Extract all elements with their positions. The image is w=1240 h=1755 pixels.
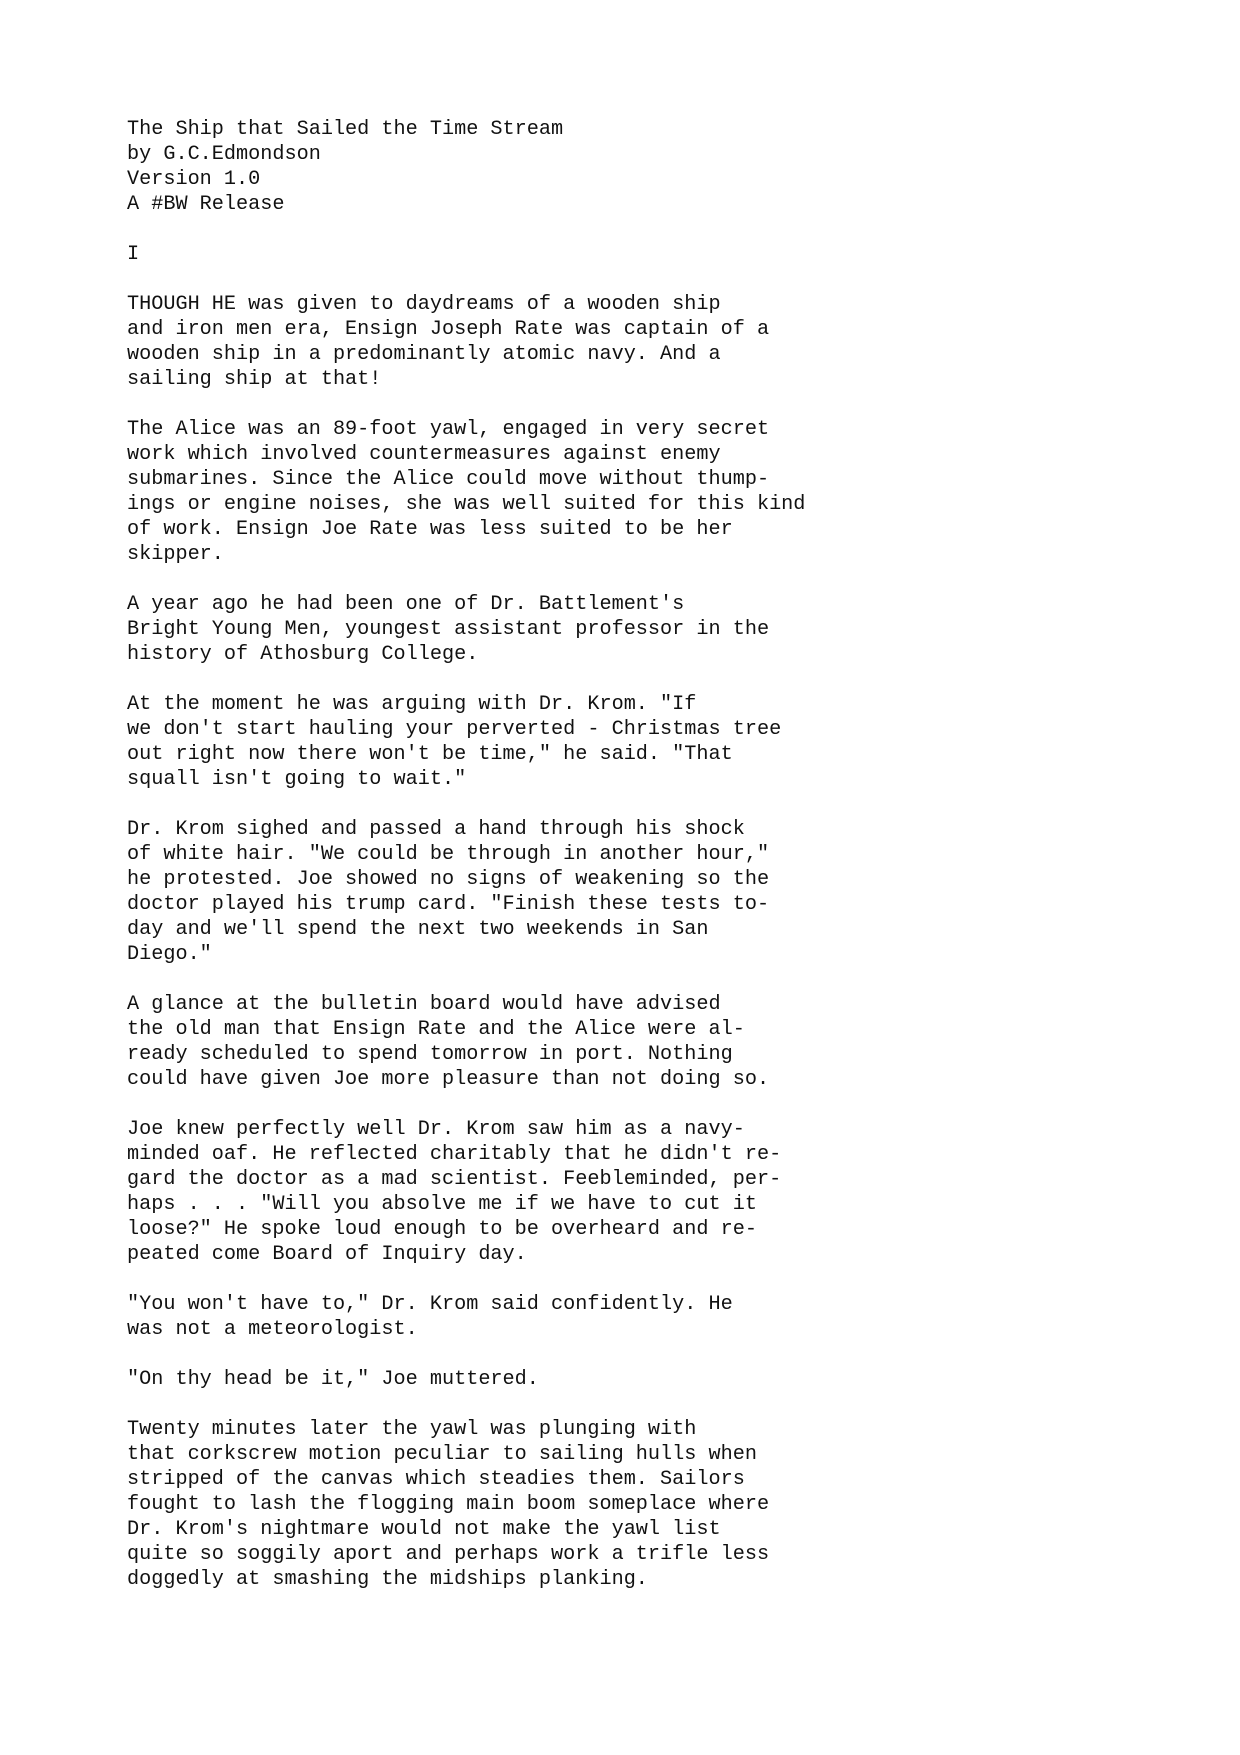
text-line: "On thy head be it," Joe muttered. (127, 1368, 539, 1391)
text-line: history of Athosburg College. (127, 643, 479, 666)
text-line: A glance at the bulletin board would have advised (127, 993, 721, 1016)
paragraph-6 (127, 992, 1127, 1092)
paragraph-9 (127, 1367, 1127, 1392)
text-line: squall isn't going to wait." (127, 768, 467, 791)
text-line: quite so soggily aport and perhaps work a trifle less (127, 1543, 770, 1566)
text-line: peated come Board of Inquiry day. (127, 1243, 527, 1266)
text-line: stripped of the canvas which steadies them. Sailors (127, 1468, 745, 1491)
document-body (127, 117, 1127, 1617)
document-header (127, 117, 1127, 217)
text-line: fought to lash the flogging main boom someplace where (127, 1493, 770, 1516)
text-line: doctor played his trump card. "Finish these tests to- (127, 893, 770, 916)
text-line: haps . . . "Will you absolve me if we have to cut it (127, 1193, 757, 1216)
text-line: A year ago he had been one of Dr. Battlement's (127, 593, 685, 616)
text-line: he protested. Joe showed no signs of weakening so the (127, 868, 770, 891)
text-line: submarines. Since the Alice could move without thump- (127, 468, 770, 491)
text-line: ready scheduled to spend tomorrow in port. Nothing (127, 1043, 733, 1066)
text-line: and iron men era, Ensign Joseph Rate was captain of a (127, 318, 770, 341)
text-line: Dr. Krom sighed and passed a hand through his shock (127, 818, 745, 841)
text-line: out right now there won't be time," he said. "That (127, 743, 733, 766)
text-line: ings or engine noises, she was well suited for this kind (127, 493, 806, 516)
text-line: day and we'll spend the next two weekends in San (127, 918, 709, 941)
text-line: Twenty minutes later the yawl was plunging with (127, 1418, 697, 1441)
paragraph-4 (127, 692, 1127, 792)
text-line: loose?" He spoke loud enough to be overheard and re- (127, 1218, 757, 1241)
text-line: we don't start hauling your perverted - Christmas tree (127, 718, 782, 741)
text-line: doggedly at smashing the midships planking. (127, 1568, 648, 1591)
text-line: The Alice was an 89-foot yawl, engaged in very secret (127, 418, 770, 441)
text-line: Joe knew perfectly well Dr. Krom saw him as a navy- (127, 1118, 745, 1141)
chapter-number: I (127, 243, 140, 266)
text-line: the old man that Ensign Rate and the Alice were al- (127, 1018, 745, 1041)
text-line: minded oaf. He reflected charitably that he didn't re- (127, 1143, 782, 1166)
text-line: At the moment he was arguing with Dr. Krom. "If (127, 693, 697, 716)
document-release: A #BW Release (127, 193, 285, 216)
text-line: of work. Ensign Joe Rate was less suited to be her (127, 518, 733, 541)
text-line: work which involved countermeasures against enemy (127, 443, 721, 466)
text-line: that corkscrew motion peculiar to sailing hulls when (127, 1443, 757, 1466)
document-title: The Ship that Sailed the Time Stream (127, 118, 564, 141)
text-line: "You won't have to," Dr. Krom said confidently. He (127, 1293, 733, 1316)
paragraph-1 (127, 292, 1127, 392)
document-version: Version 1.0 (127, 168, 261, 191)
paragraph-7 (127, 1117, 1127, 1267)
text-line: could have given Joe more pleasure than not doing so. (127, 1068, 770, 1091)
text-line: sailing ship at that! (127, 368, 382, 391)
text-line: THOUGH HE was given to daydreams of a wooden ship (127, 293, 721, 316)
paragraph-2 (127, 417, 1127, 567)
paragraph-10 (127, 1417, 1127, 1592)
paragraph-8 (127, 1292, 1127, 1342)
text-line: wooden ship in a predominantly atomic navy. And a (127, 343, 721, 366)
text-line: gard the doctor as a mad scientist. Feebleminded, per- (127, 1168, 782, 1191)
text-line: Bright Young Men, youngest assistant professor in the (127, 618, 770, 641)
text-line: was not a meteorologist. (127, 1318, 418, 1341)
text-line: Diego." (127, 943, 212, 966)
paragraph-5 (127, 817, 1127, 967)
chapter-heading (127, 242, 1127, 267)
document-author: by G.C.Edmondson (127, 143, 321, 166)
text-line: skipper. (127, 543, 224, 566)
paragraph-3 (127, 592, 1127, 667)
text-line: of white hair. "We could be through in another hour," (127, 843, 770, 866)
text-line: Dr. Krom's nightmare would not make the yawl list (127, 1518, 721, 1541)
